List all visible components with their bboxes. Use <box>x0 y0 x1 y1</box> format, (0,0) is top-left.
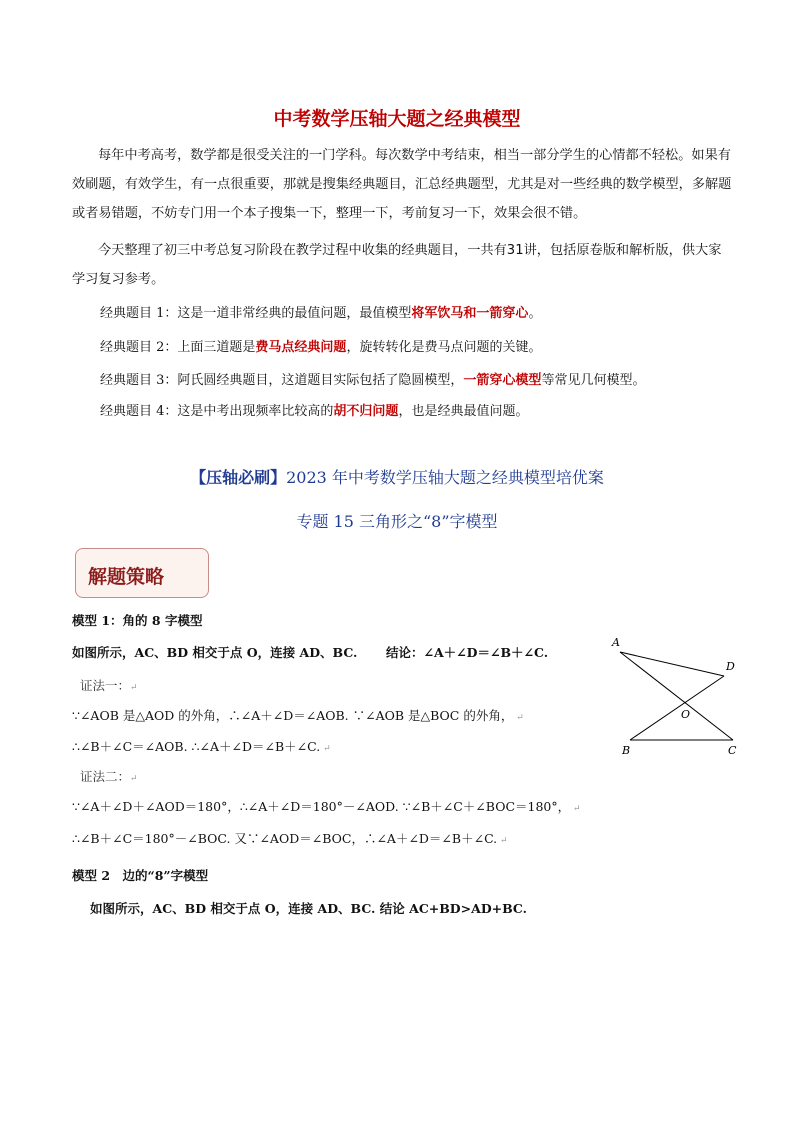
topic-title: 专题 15 三角形之“8”字模型 <box>296 512 498 531</box>
classic-item-4 <box>100 400 528 419</box>
model2-statement: 如图所示，AC、BD 相交于点 O，连接 AD、BC. 结论 AC+BD>AD+BC. <box>90 901 528 916</box>
label-b: B <box>622 744 631 757</box>
item-text-end: ，旋转转化是费马点问题的关键。 <box>346 340 542 355</box>
label-a: A <box>612 636 620 649</box>
proof2-label: 证法二：↵ <box>80 769 138 784</box>
subtitle-bracket: 【压轴必刷】 <box>190 468 287 487</box>
strategy-badge <box>75 548 209 598</box>
item-highlight: 胡不归问题 <box>333 404 399 419</box>
item-highlight: 费马点经典问题 <box>255 340 347 355</box>
subtitle-text: 2023 年中考数学压轴大题之经典模型培优案 <box>286 468 604 487</box>
classic-item-2 <box>100 336 541 355</box>
item-text: 这是一道非常经典的最值问题，最值模型 <box>177 306 412 321</box>
model1-conclusion: 结论：∠A＋∠D＝∠B＋∠C. <box>386 645 549 660</box>
item-highlight: 一箭穿心模型 <box>463 373 542 388</box>
model1-statement: 如图所示，AC、BD 相交于点 O，连接 AD、BC. <box>72 645 358 660</box>
intro-paragraph-1: 每年中考高考，数学都是很受关注的一门学科。每次数学中考结束，相当一部分学生的心情都不轻松。如果有效刷题，有效学生，有一点很重要，那就是搜集经典题目，汇总经典题型，尤其是对一些经典的数学模型，多解题或者易错题，不妨专门用一个本子搜集一下，整理一下，考前复习一下，效果会很不错。 <box>72 148 732 221</box>
model1-heading: 模型 1：角的 8 字模型 <box>72 613 203 628</box>
classic-item-3 <box>100 369 645 388</box>
item-label: 经典题目 3： <box>100 373 178 388</box>
proof1-line-2: ∴∠B＋∠C＝∠AOB. ∴∠A＋∠D＝∠B＋∠C. ↵ <box>72 739 331 754</box>
label-o: O <box>681 708 691 721</box>
proof2-line-1: ∵∠A＋∠D＋∠AOD＝180°，∴∠A＋∠D＝180°－∠AOD. ∵∠B＋∠C＋∠BOC＝180°， ↵ <box>72 799 581 814</box>
model2-heading: 模型 2 边的“8”字模型 <box>72 868 209 883</box>
proof1-label: 证法一：↵ <box>80 678 138 693</box>
item-text-end: ，也是经典最值问题。 <box>398 404 529 419</box>
item-text-end: 。 <box>528 306 542 321</box>
figure-8-diagram <box>604 630 754 760</box>
proof1-line-1: ∵∠AOB 是△AOD 的外角，∴∠A＋∠D＝∠AOB. ∵∠AOB 是△BOC 的外角， ↵ <box>72 708 524 723</box>
classic-item-1 <box>100 302 541 321</box>
item-text: 这是中考出现频率比较高的 <box>177 404 334 419</box>
page-title: 中考数学压轴大题之经典模型 <box>273 108 521 130</box>
item-label: 经典题目 4： <box>100 404 178 419</box>
item-text-end: 等常见几何模型。 <box>541 373 646 388</box>
segment-db <box>630 676 724 740</box>
intro-paragraph-2: 今天整理了初三中考总复习阶段在教学过程中收集的经典题目，一共有31讲，包括原卷版和解析版，供大家学习复习参考。 <box>72 243 722 287</box>
item-text: 阿氏圆经典题目，这道题目实际包括了隐圆模型， <box>177 373 464 388</box>
item-text: 上面三道题是 <box>177 340 256 355</box>
section-subtitle <box>0 465 794 488</box>
label-d: D <box>726 660 735 673</box>
label-c: C <box>728 744 737 757</box>
item-label: 经典题目 2： <box>100 340 178 355</box>
badge-label: 解题策略 <box>88 566 165 588</box>
item-highlight: 将军饮马和一箭穿心 <box>411 306 529 321</box>
item-label: 经典题目 1： <box>100 306 178 321</box>
proof2-line-2: ∴∠B＋∠C＝180°－∠BOC. 又∵∠AOD＝∠BOC，∴∠A＋∠D＝∠B＋∠C. ↵ <box>72 831 508 846</box>
